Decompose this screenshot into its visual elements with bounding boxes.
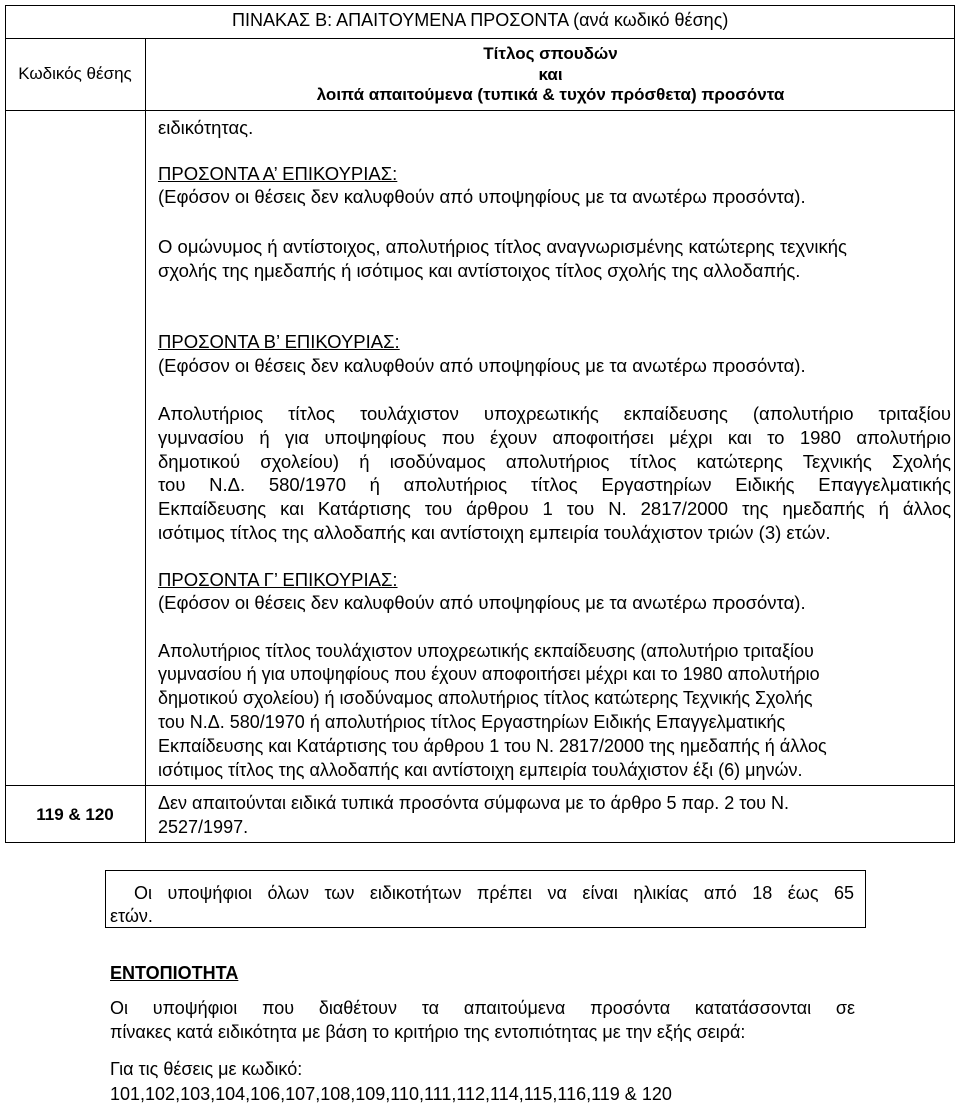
column-header-title-line2: και bbox=[538, 65, 563, 84]
section-c-line-3: δημοτικού σχολείου) ή ισοδύναμος απολυτήριος τίτλος κατώτερης Τεχνικής Σχολής bbox=[158, 688, 813, 708]
table-divider-header bbox=[5, 110, 955, 111]
locality-codes-label: Για τις θέσεις με κωδικό: bbox=[110, 1059, 303, 1079]
table-column-divider bbox=[145, 38, 146, 843]
age-note-line-1: Οι υποψήφιοι όλων των ειδικοτήτων πρέπει να είναι ηλικίας από 18 έως 65 bbox=[134, 883, 854, 903]
section-b-line-6: ισότιμος τίτλος της αλλοδαπής και αντίστοιχη εμπειρία τουλάχιστον τριών (3) ετών. bbox=[158, 522, 831, 543]
section-c-line-2: γυμνασίου ή για υποψηφίους που έχουν αποφοιτήσει μέχρι και το 1980 απολυτήριο bbox=[158, 664, 820, 684]
section-b-condition: (Εφόσον οι θέσεις δεν καλυφθούν από υποψηφίους με τα ανωτέρω προσόντα). bbox=[158, 355, 806, 376]
section-b-heading: ΠΡΟΣΟΝΤΑ Β’ ΕΠΙΚΟΥΡΙΑΣ: bbox=[158, 331, 400, 352]
section-b-line-3: δημοτικού σχολείου) ή ισοδύναμος απολυτήριος τίτλος κατώτερης Τεχνικής Σχολής bbox=[158, 451, 951, 472]
section-a-line-1: Ο ομώνυμος ή αντίστοιχος, απολυτήριος τίτλος αναγνωρισμένης κατώτερης τεχνικής bbox=[158, 236, 847, 257]
table-divider-row bbox=[5, 785, 955, 786]
locality-heading: ΕΝΤΟΠΙΟΤΗΤΑ bbox=[110, 963, 239, 983]
section-b-line-2: γυμνασίου ή για υποψηφίους που έχουν αποφοιτήσει μέχρι και το 1980 απολυτήριο bbox=[158, 427, 951, 448]
section-c-line-6: ισότιμος τίτλος της αλλοδαπής και αντίστοιχη εμπειρία τουλάχιστον έξι (6) μηνών. bbox=[158, 760, 803, 780]
section-b-line-4: του Ν.Δ. 580/1970 ή απολυτήριος τίτλος Εργαστηρίων Ειδικής Επαγγελματικής bbox=[158, 474, 951, 495]
continued-text: ειδικότητας. bbox=[158, 117, 254, 138]
locality-paragraph-line-1: Οι υποψήφιοι που διαθέτουν τα απαιτούμενα προσόντα κατατάσσονται σε bbox=[110, 998, 855, 1018]
section-a-condition: (Εφόσον οι θέσεις δεν καλυφθούν από υποψηφίους με τα ανωτέρω προσόντα). bbox=[158, 186, 806, 207]
section-c-heading: ΠΡΟΣΟΝΤΑ Γ’ ΕΠΙΚΟΥΡΙΑΣ: bbox=[158, 569, 398, 590]
section-b-line-1: Απολυτήριος τίτλος τουλάχιστον υποχρεωτικής εκπαίδευσης (απολυτήριο τριταξίου bbox=[158, 403, 951, 424]
section-c-line-5: Εκπαίδευσης και Κατάρτισης του άρθρου 1 του Ν. 2817/2000 της ημεδαπής ή άλλος bbox=[158, 736, 827, 756]
row-text-line-1: Δεν απαιτούνται ειδικά τυπικά προσόντα σύμφωνα με το άρθρο 5 παρ. 2 του Ν. bbox=[158, 793, 790, 813]
column-header-title-line1: Τίτλος σπουδών bbox=[483, 44, 618, 63]
section-a-line-2: σχολής της ημεδαπής ή ισότιμος και αντίστοιχος τίτλος σχολής της αλλοδαπής. bbox=[158, 260, 801, 281]
row-text-line-2: 2527/1997. bbox=[158, 817, 249, 837]
row-code: 119 & 120 bbox=[36, 805, 114, 824]
locality-paragraph-line-2: πίνακες κατά ειδικότητα με βάση το κριτήριο της εντοπιότητας με την εξής σειρά: bbox=[110, 1022, 746, 1042]
column-header-title-line3: λοιπά απαιτούμενα (τυπικά & τυχόν πρόσθετα) προσόντα bbox=[316, 85, 785, 104]
table-title: ΠΙΝΑΚΑΣ Β: ΑΠΑΙΤΟΥΜΕΝΑ ΠΡΟΣΟΝΤΑ (ανά κωδικό θέσης) bbox=[232, 10, 729, 30]
table-divider-title bbox=[5, 38, 955, 39]
age-note-line-2: ετών. bbox=[110, 906, 153, 926]
section-b-line-5: Εκπαίδευσης και Κατάρτισης του άρθρου 1 του Ν. 2817/2000 της ημεδαπής ή άλλος bbox=[158, 498, 951, 519]
section-c-condition: (Εφόσον οι θέσεις δεν καλυφθούν από υποψηφίους με τα ανωτέρω προσόντα). bbox=[158, 592, 806, 613]
section-c-line-1: Απολυτήριος τίτλος τουλάχιστον υποχρεωτικής εκπαίδευσης (απολυτήριο τριταξίου bbox=[158, 641, 814, 661]
locality-codes: 101,102,103,104,106,107,108,109,110,111,112,114,115,116,119 & 120 bbox=[110, 1084, 672, 1104]
section-c-line-4: του Ν.Δ. 580/1970 ή απολυτήριος τίτλος Εργαστηρίων Ειδικής Επαγγελματικής bbox=[158, 712, 786, 732]
section-a-heading: ΠΡΟΣΟΝΤΑ Α’ ΕΠΙΚΟΥΡΙΑΣ: bbox=[158, 163, 398, 184]
column-header-code: Κωδικός θέσης bbox=[18, 64, 132, 83]
